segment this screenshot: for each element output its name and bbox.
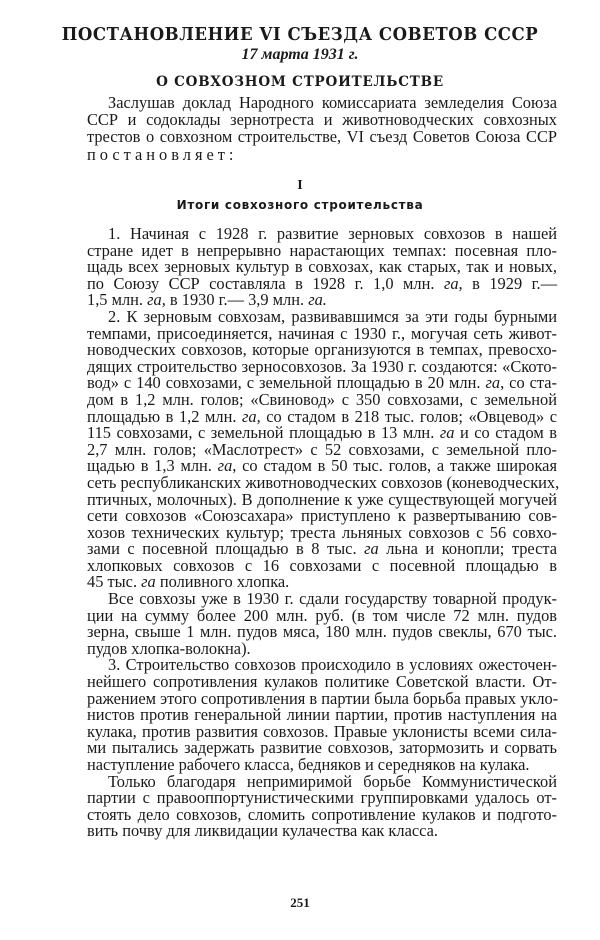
text-line: постановляет: <box>87 144 238 164</box>
text-line: темпами, присоединяется, начиная с 1930 г., могучая сеть живот- <box>87 323 557 343</box>
section-heading: Итоги совхозного строительства <box>176 198 424 212</box>
text-line: Все совхозы уже в 1930 г. сдали государству товарной продук- <box>108 589 557 609</box>
text-line: 1,5 млн. га, в 1930 г.— 3,9 млн. га. <box>87 290 327 310</box>
text-line: нистов против генеральной линии партии, против наступления на <box>87 705 557 725</box>
text-line: площадью в 1,2 млн. га, со стадом в 218 тыс. голов; «Овцевод» с <box>87 406 557 426</box>
text-line: вить почву для ликвидации кулачества как класса. <box>87 821 438 841</box>
text-line: 1. Начиная с 1928 г. развитие зерновых совхозов в нашей <box>108 224 557 243</box>
text-line: хлопковых совхозов с 16 совхозами с посевной площадью в <box>87 555 557 575</box>
text-line: зерна, свыше 1 млн. пудов мяса, 180 млн. пудов свеклы, 670 тыс. <box>87 622 557 642</box>
text-line: сети совхозов «Союзсахара» приступлено к развертыванию сов- <box>87 506 557 526</box>
intro-paragraph <box>87 94 557 163</box>
text-line: партии с правооппортунистическими группировками удалось от- <box>87 788 557 808</box>
document-title: ПОСТАНОВЛЕНИЕ VI СЪЕЗДА СОВЕТОВ СССР <box>61 24 539 45</box>
text-line: зами с посевной площадью в 8 тыс. га льна и конопли; треста <box>87 539 557 559</box>
text-line: ми пытались задержать развитие совхозов, затормозить и сорвать <box>87 738 557 758</box>
text-line: щадь всех зерновых культур в совхозах, как старых, так и новых, <box>87 257 557 277</box>
text-line: стоять дело совхозов, сломить сопротивление кулаков и подгото- <box>87 804 557 824</box>
text-line: 2. К зерновым совхозам, развивавшимся за эти годы бурными <box>108 306 557 326</box>
text-line: ражением этого сопротивления в партии была борьба правых укло- <box>87 688 559 708</box>
text-line: сеть республиканских животноводческих совхозов (коневодческих, <box>87 472 560 492</box>
text-line: кулака, против развития совхозов. Правые уклонисты всеми сила- <box>87 721 557 741</box>
document-subtitle: О СОВХОЗНОМ СТРОИТЕЛЬСТВЕ <box>156 74 444 90</box>
text-line: 2,7 млн. голов; «Маслотрест» с 52 совхозами, с земельной пло- <box>87 439 557 459</box>
text-line: нейшего сопротивления кулаков политике Советской власти. От- <box>87 672 557 692</box>
text-line: по Союзу ССР составляла в 1928 г. 1,0 млн. га, в 1929 г.— <box>87 273 557 293</box>
text-line: 3. Строительство совхозов происходило в условиях ожесточен- <box>108 655 557 675</box>
section-number: I <box>297 178 303 193</box>
text-line: Только благодаря непримиримой борьбе Коммунистической <box>108 771 557 791</box>
text-line: ССР и содоклады зернотреста и животноводческих совхозных <box>87 110 557 130</box>
text-line: дящих строительство зерносовхозов. За 1930 г. создаются: «Ското- <box>87 356 557 376</box>
text-line: стране идет в непрерывно нарастающих темпах: посевная пло- <box>87 240 557 260</box>
text-line: пудов хлопка-волокна). <box>87 638 251 658</box>
text-line: 45 тыс. га поливного хлопка. <box>87 572 290 592</box>
text-line: птичных, молочных). В дополнение к уже существующей могучей <box>87 489 557 509</box>
text-line: 115 совхозами, с земельной площадью в 13 млн. га и со стадом в <box>87 423 557 443</box>
text-line: вод» с 140 совхозами, с земельной площадью в 20 млн. га, со ста- <box>87 373 558 393</box>
text-line: хозов технических культур; треста льняных совхозов с 56 совхо- <box>87 522 557 542</box>
page-number: 251 <box>290 895 310 910</box>
text-line: новодческих совхозов, которые организуются в темпах, превосхо- <box>87 340 557 360</box>
body-text <box>87 224 560 841</box>
text-line: наступление рабочего класса, бедняков и середняков на кулака. <box>87 755 530 774</box>
text-line: дом в 1,2 млн. голов; «Свиновод» с 350 совхозами, с земельной <box>87 389 557 409</box>
text-line: Заслушав доклад Народного комиссариата земледелия Союза <box>108 93 557 112</box>
text-line: щадью в 1,3 млн. га, со стадом в 50 тыс. голов, а также широкая <box>87 456 557 476</box>
text-line: трестов о совхозном строительстве, VI съезд Советов Союза ССР <box>87 127 557 147</box>
text-line: ции на сумму более 200 млн. руб. (в том числе 72 млн. пудов <box>87 605 557 625</box>
document-date: 17 марта 1931 г. <box>241 46 359 63</box>
